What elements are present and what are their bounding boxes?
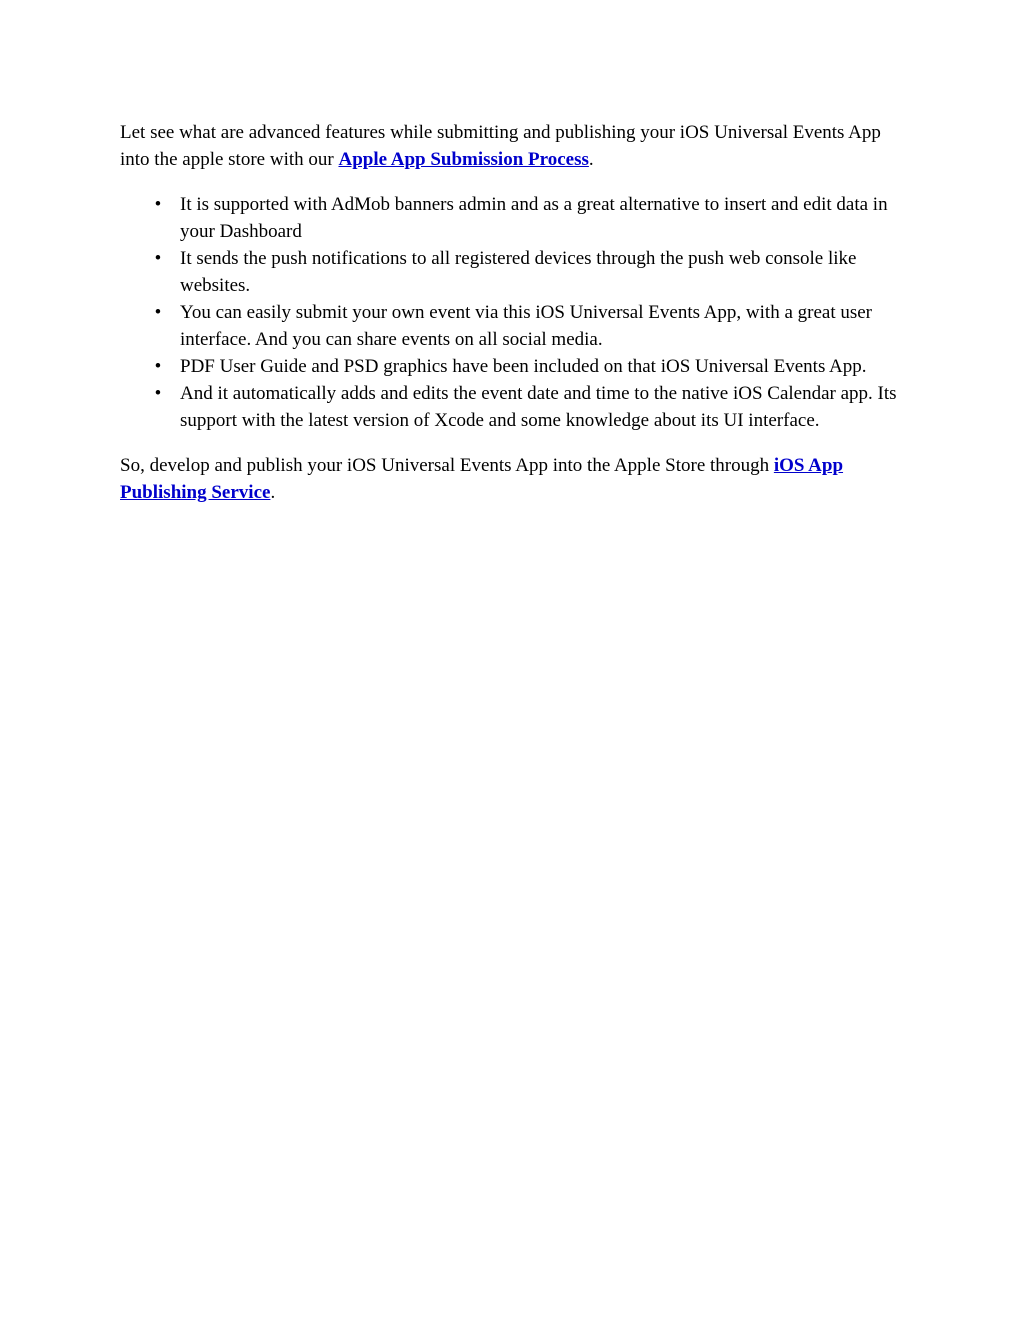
list-item-text: And it automatically adds and edits the event date and time to the native iOS Calendar app. Its support with the latest version of Xcode and some knowledge about its UI interface. bbox=[180, 383, 897, 431]
intro-paragraph bbox=[120, 119, 900, 173]
list-item-text: It is supported with AdMob banners admin and as a great alternative to insert and edit data in your Dashboard bbox=[180, 194, 888, 242]
closing-text: So, develop and publish your iOS Universal Events App into the Apple Store through bbox=[120, 455, 774, 476]
list-item-text: It sends the push notifications to all registered devices through the push web console like websites. bbox=[180, 248, 857, 296]
bullet-icon: • bbox=[154, 302, 162, 323]
bullet-icon: • bbox=[154, 356, 162, 377]
list-item-text: You can easily submit your own event via this iOS Universal Events App, with a great user interface. And you can share events on all social media. bbox=[180, 302, 872, 350]
bullet-icon: • bbox=[154, 248, 162, 269]
bullet-icon: • bbox=[154, 194, 162, 215]
list-item bbox=[120, 245, 900, 299]
list-item bbox=[120, 380, 900, 434]
list-item-text: PDF User Guide and PSD graphics have been included on that iOS Universal Events App. bbox=[180, 356, 867, 377]
list-item bbox=[120, 191, 900, 245]
closing-text-end: . bbox=[270, 482, 276, 503]
document-page bbox=[120, 119, 900, 506]
ios-app-publishing-service-link[interactable]: iOS App Publishing Service bbox=[120, 455, 844, 503]
feature-list bbox=[120, 191, 900, 434]
list-item bbox=[120, 353, 900, 380]
intro-text: Let see what are advanced features while submitting and publishing your iOS Universal Events App into the apple store with our bbox=[120, 122, 881, 170]
closing-paragraph bbox=[120, 452, 900, 506]
list-item bbox=[120, 299, 900, 353]
apple-app-submission-process-link[interactable]: Apple App Submission Process bbox=[338, 149, 589, 170]
intro-text-end: . bbox=[588, 149, 594, 170]
bullet-icon: • bbox=[154, 383, 162, 404]
